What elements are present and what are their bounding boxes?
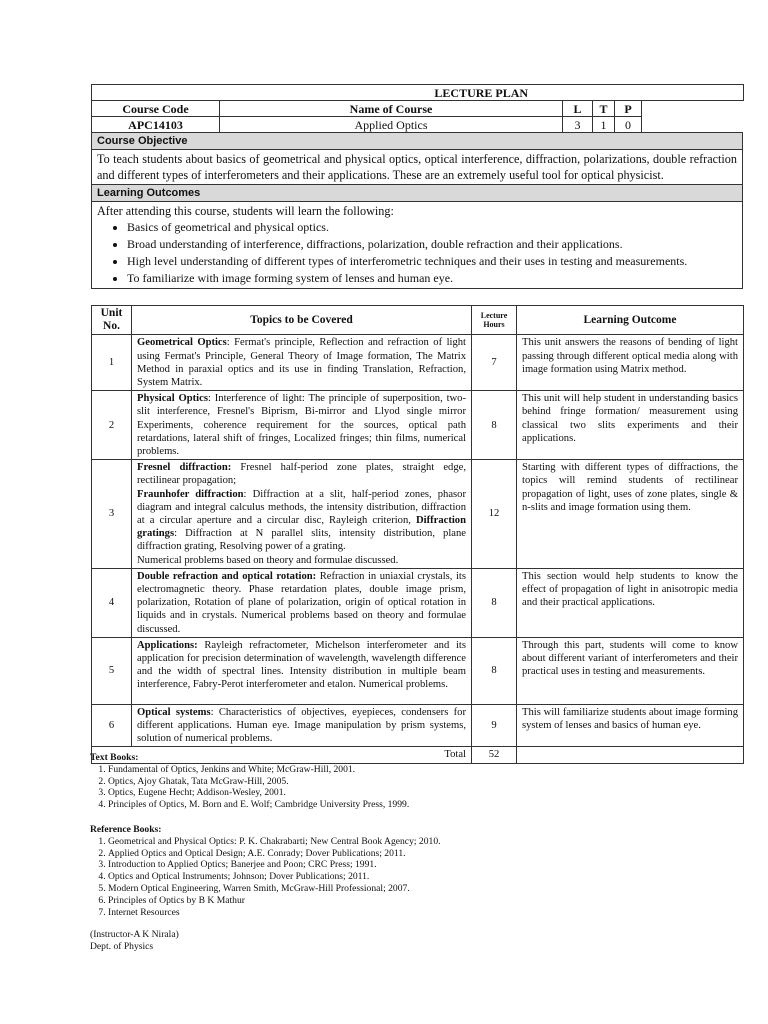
learning-outcome: Starting with different types of diffractions, the topics will remind students of rectilinear propagation of light, uses of zone plates, single & n-slits and image formation using them. [517,460,744,569]
topic-cell [132,704,472,747]
lecture-hours: 8 [472,568,517,637]
l-label: L [563,101,593,117]
reference-book-item: 3. Introduction to Applied Optics; Banerjee and Poon; CRC Press; 1991. [108,859,650,871]
topic-keyword: Fresnel diffraction: [137,462,232,474]
learning-outcome: Through this part, students will come to know about different variant of interferometers and their practical uses in testing and measurements. [517,637,744,704]
course-code-value: APC14103 [92,117,220,133]
col-outcome-header: Learning Outcome [517,306,744,335]
lecture-hours: 8 [472,391,517,460]
unit-number: 6 [92,704,132,747]
p-value: 0 [615,117,642,133]
learning-outcome: This unit answers the reasons of bending of light passing through different optical media along with image formation using Matrix method. [517,335,744,391]
t-value: 1 [593,117,615,133]
topic-text: : Diffraction at a slit, half-period zones, phasor diagram and integral calculus methods, the intensity distribution, diffraction at a circular aperture and a circular disc, Rayleigh criterion, [137,488,466,527]
col-topics-header: Topics to be Covered [132,306,472,335]
p-label: P [615,101,642,117]
total-hours: 52 [472,747,517,763]
table-row [92,335,744,391]
col-unit-header: Unit No. [92,306,132,335]
course-objective-heading: Course Objective [92,133,743,150]
lecture-hours: 12 [472,460,517,569]
topic-text: : Diffraction at N parallel slits, intensity distribution, plane diffraction grating, Resolving power of a grating. [137,528,466,553]
reference-book-item: 7. Internet Resources [108,907,650,919]
unit-number: 1 [92,335,132,391]
learning-outcomes-intro: After attending this course, students will learn the following: [97,204,394,218]
table-row [92,568,744,637]
objective-outcomes-table [91,132,743,289]
learning-outcomes-list [97,219,737,286]
reference-book-item: 5. Modern Optical Engineering, Warren Smith, McGraw-Hill Professional; 2007. [108,883,650,895]
topic-keyword: Geometrical Optics [137,337,227,349]
topic-keyword: Double refraction and optical rotation: [137,570,317,582]
outcome-item: • Broad understanding of interference, diffractions, polarization, double refraction and their applications. [127,236,737,252]
course-code-label: Course Code [92,101,220,117]
topic-keyword: Fraunhofer diffraction [137,488,244,500]
topics-table [91,305,744,764]
topic-text: : Interference of light: The principle of superposition, two-slit interference, Fresnel's Biprism, Bi-mirror and Llyod single mirror Experiments, coherence requirement for the sources, optical path retardations, lateral shift of fringes, Localized fringes; thin films, numerical problems. [137,393,466,458]
course-header-table [91,84,744,133]
unit-number: 4 [92,568,132,637]
course-name-value: Applied Optics [220,117,563,133]
learning-outcome: This will familiarize students about image forming system of lenses and basics of human eye. [517,704,744,747]
col-hours-header: Lecture Hours [472,306,517,335]
topic-cell [132,335,472,391]
instructor-name: (Instructor-A K Nirala) [90,929,179,941]
table-row [92,637,744,704]
topic-keyword: Physical Optics [137,393,208,405]
reference-book-item: 1. Geometrical and Physical Optics: P. K. Chakrabarti; New Central Book Agency; 2010. [108,836,650,848]
topic-keyword: Optical systems [137,706,211,718]
reference-book-item: 6. Principles of Optics by B K Mathur [108,895,650,907]
unit-number: 3 [92,460,132,569]
learning-outcomes-body [92,202,743,289]
topic-cell [132,637,472,704]
text-books-heading: Text Books: [90,752,139,763]
reference-book-item: 2. Applied Optics and Optical Design; A.E. Conrady; Dover Publications; 2011. [108,848,650,860]
outcome-item: • Basics of geometrical and physical optics. [127,219,737,235]
text-book-item: 1. Fundamental of Optics, Jenkins and White; McGraw-Hill, 2001. [108,764,650,776]
topic-text: Numerical problems based on theory and formulae discussed. [137,554,399,566]
topic-cell [132,460,472,569]
topic-cell [132,391,472,460]
text-book-item: 2. Optics, Ajoy Ghatak, Tata McGraw-Hill, 2005. [108,776,650,788]
topic-text: : Fermat's principle, Reflection and refraction of light using Fermat's Principle, General Theory of Image formation, The Matrix Method in paraxial optics and its use in finding Translation, Refraction, System Matrix. [137,337,466,389]
table-row [92,460,744,569]
learning-outcome: This section would help students to know the effect of propagation of light in anisotropic media and their practical applications. [517,568,744,637]
lecture-hours: 9 [472,704,517,747]
course-name-label: Name of Course [220,101,563,117]
l-value: 3 [563,117,593,133]
lecture-hours: 7 [472,335,517,391]
reference-books-heading: Reference Books: [90,823,162,835]
topic-keyword: Applications: [137,639,198,651]
text-books-list [90,764,650,811]
table-row [92,391,744,460]
signature-block [90,929,650,953]
topic-text: : Characteristics of objectives, eyepieces, condensers for different applications. Human eye. Image manipulation by prism systems, solution of numerical problems. [137,706,466,745]
topic-text: Refraction in uniaxial crystals, its electromagnetic theory. Phase retardation plates, double image prism, polarization, Rotation of plane of polarization, origin of optical rotation in liquids and in crystals. Numerical problems based on theory and formulae discussed. [137,570,466,635]
table-row [92,704,744,747]
outcome-item: • High level understanding of different types of interferometric techniques and their uses in testing and measurements. [127,253,737,269]
unit-number: 5 [92,637,132,704]
reference-books-list [90,836,650,919]
department-name: Dept. of Physics [90,941,154,953]
unit-number: 2 [92,391,132,460]
topic-cell [132,568,472,637]
topic-text: Rayleigh refractometer, Michelson interferometer and its application for precision determination of wavelength, wavelength difference and the width of spectral lines. Intensity distribution in multiple beam interference, Fabry-Perot interferometer and etalon. Numerical problems. [137,639,466,691]
learning-outcomes-heading: Learning Outcomes [92,185,743,202]
text-book-item: 3. Optics, Eugene Hecht; Addison-Wesley, 2001. [108,787,650,799]
text-book-item: 4. Principles of Optics, M. Born and E. Wolf; Cambridge University Press, 1999. [108,799,650,811]
reference-book-item: 4. Optics and Optical Instruments; Johnson; Dover Publications; 2011. [108,871,650,883]
topic-keyword: Diffraction gratings [137,515,466,540]
total-label: Total [132,747,472,763]
t-label: T [593,101,615,117]
course-objective-text: To teach students about basics of geometrical and physical optics, optical interference, diffraction, polarizations, double refraction and different types of interferometers and their applications. These are an extremely useful tool for optical physicist. [92,150,743,185]
topic-text: Fresnel half-period zone plates, straight edge, rectilinear propagation; [137,462,466,487]
outcome-item: • To familiarize with image forming system of lenses and human eye. [127,270,737,286]
lecture-plan-title: LECTURE PLAN [220,85,744,101]
learning-outcome: This unit will help student in understanding basics behind fringe formation/ measurement using classical two slits experiments and their applications. [517,391,744,460]
lecture-hours: 8 [472,637,517,704]
books-section [90,752,650,953]
